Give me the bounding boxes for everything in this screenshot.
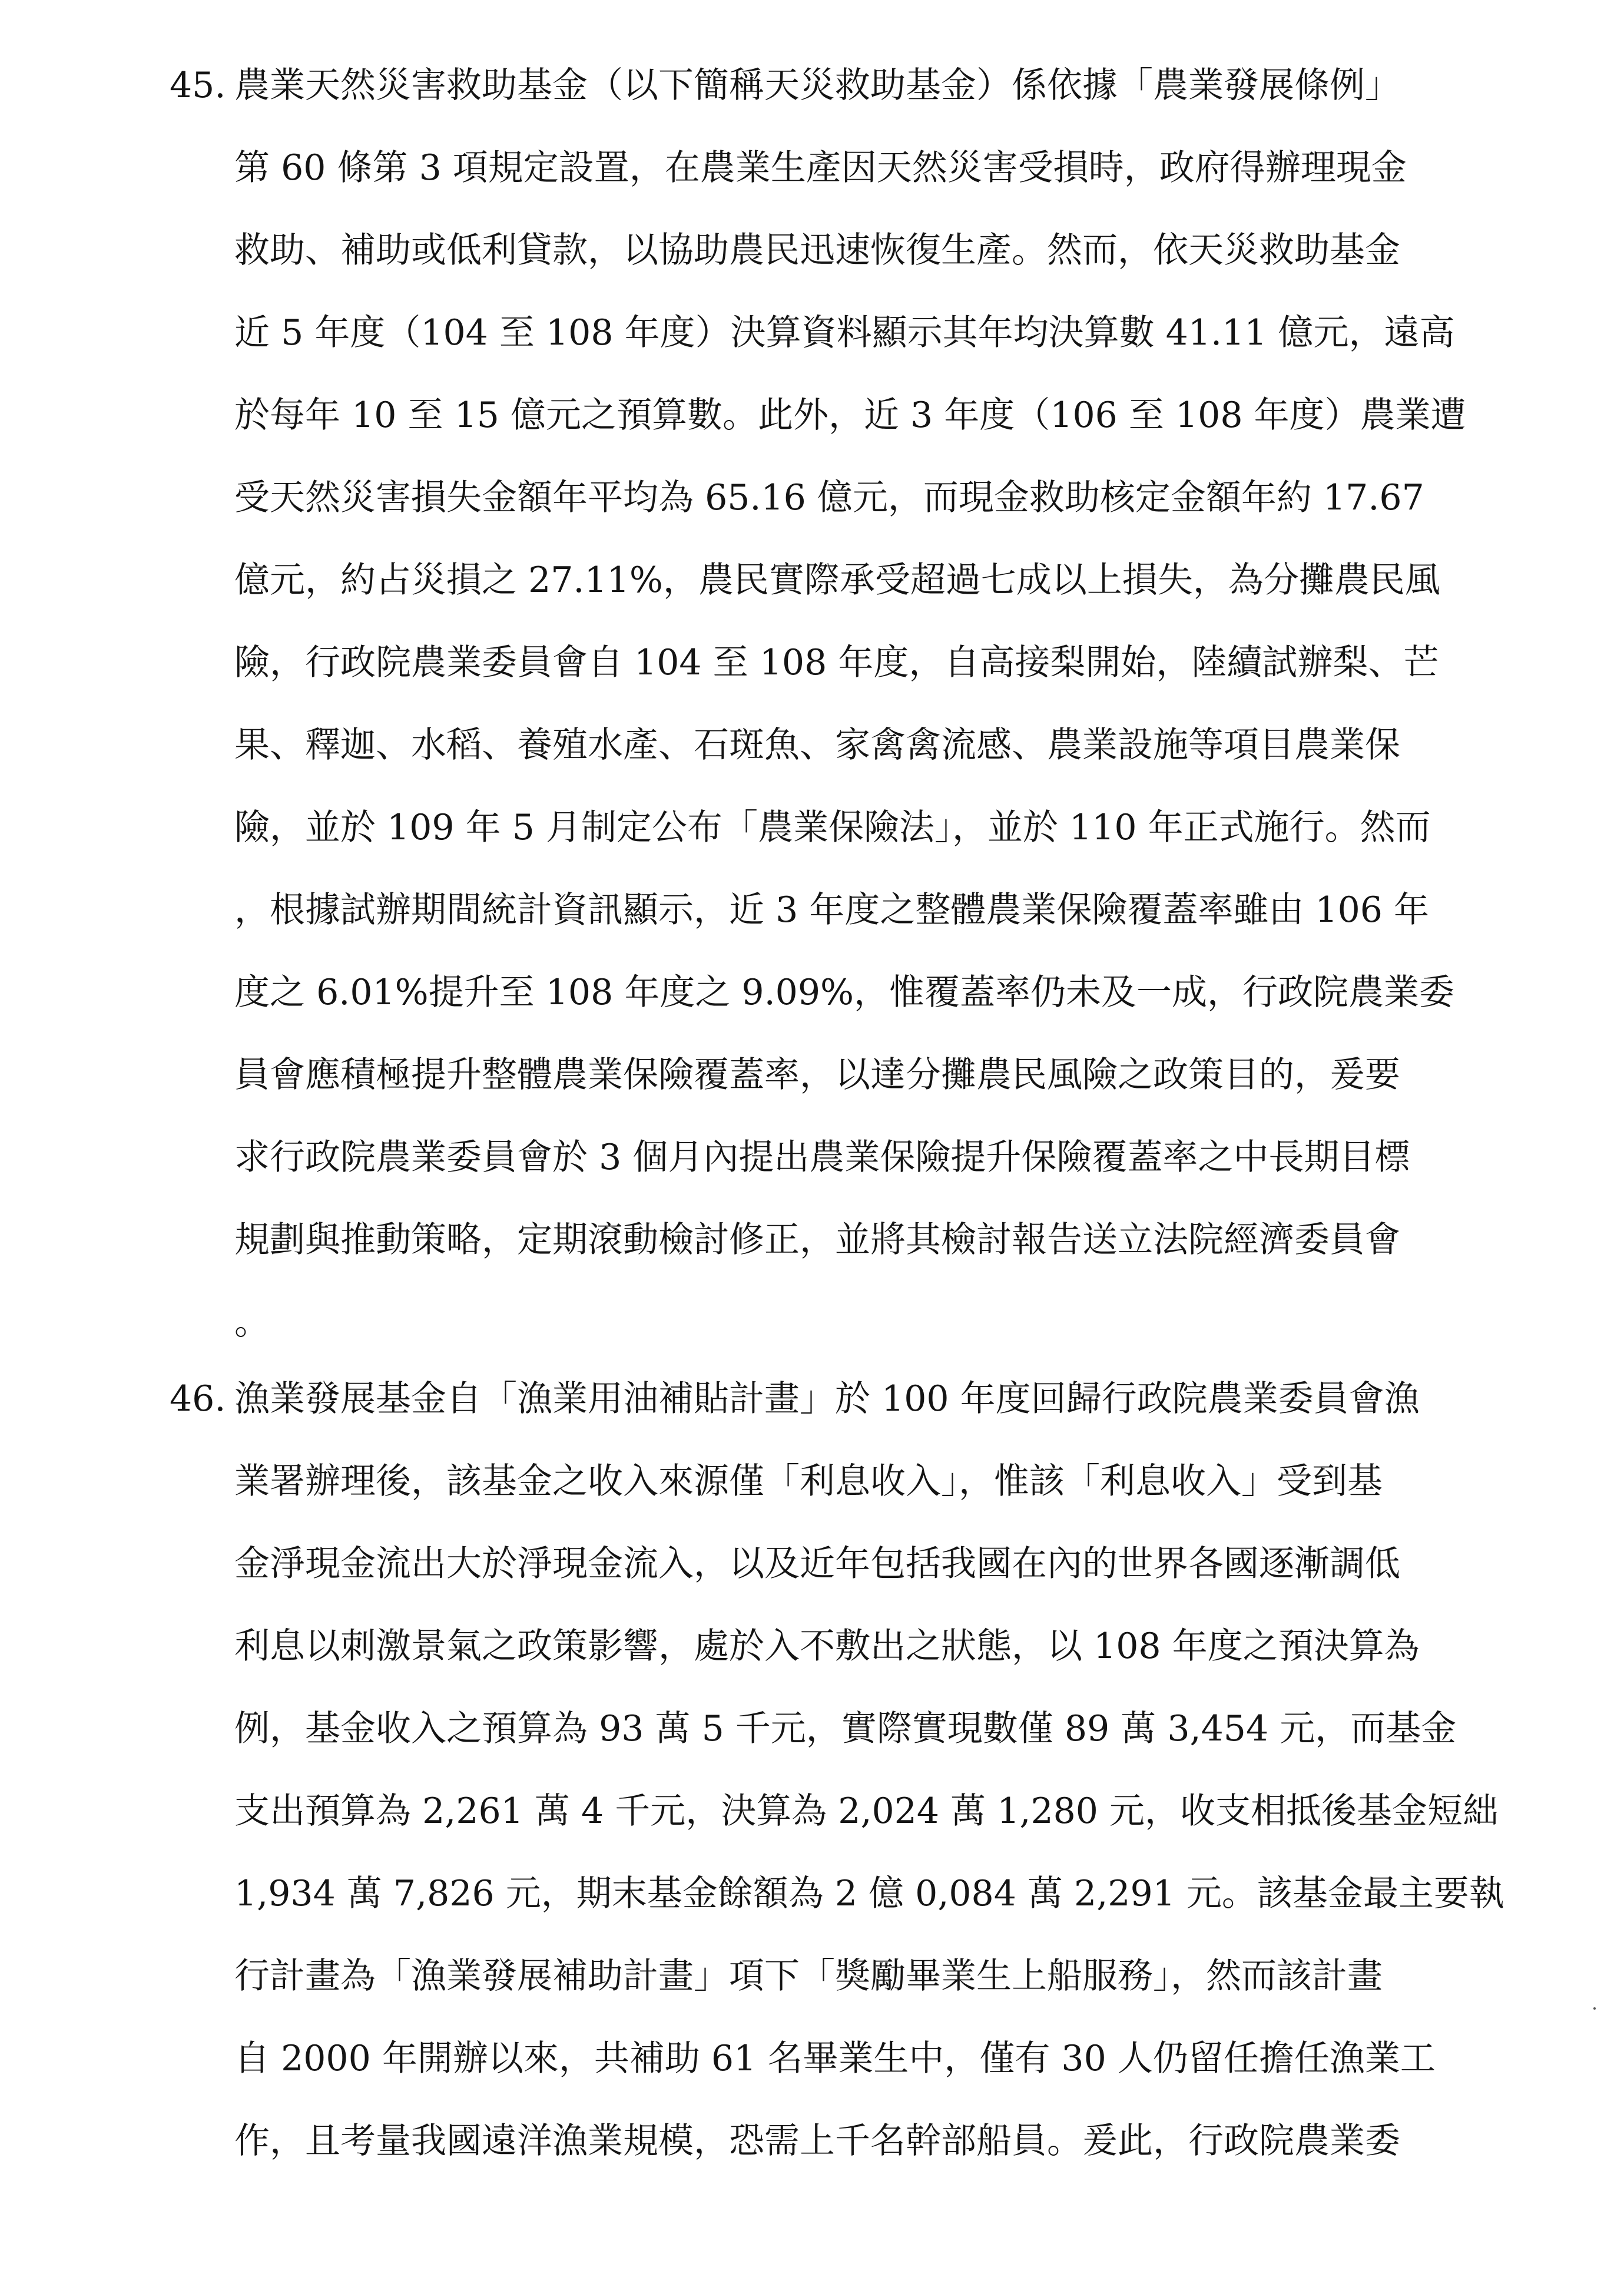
paragraph-line: 險，並於 109 年 5 月制定公布「農業保險法」，並於 110 年正式施行。然而 <box>234 807 1431 848</box>
paragraph-line: 員會應積極提升整體農業保險覆蓋率，以達分攤農民風險之政策目的，爰要 <box>234 1054 1400 1096</box>
paragraph-line: 農業天然災害救助基金（以下簡稱天災救助基金）係依據「農業發展條例」 <box>234 65 1400 106</box>
paragraph-line: 例，基金收入之預算為 93 萬 5 千元，實際實現數僅 89 萬 3,454 元，而基金 <box>234 1708 1457 1749</box>
paragraph-line: 度之 6.01%提升至 108 年度之 9.09%，惟覆蓋率仍未及一成，行政院農業委 <box>234 972 1455 1013</box>
paragraph-line: 於每年 10 至 15 億元之預算數。此外，近 3 年度（106 至 108 年度）農業遭 <box>234 395 1466 436</box>
scan-speck <box>1593 2007 1596 2010</box>
paragraph-line: 業署辦理後，該基金之收入來源僅「利息收入」，惟該「利息收入」受到基 <box>234 1461 1383 1502</box>
paragraph-line: 。 <box>234 1302 270 1343</box>
paragraph-line: 利息以刺激景氣之政策影響，處於入不敷出之狀態，以 108 年度之預決算為 <box>234 1626 1420 1667</box>
paragraph-line: 近 5 年度（104 至 108 年度）決算資料顯示其年均決算數 41.11 億元，遠高 <box>234 312 1455 353</box>
paragraph-line: 救助、補助或低利貸款，以協助農民迅速恢復生產。然而，依天災救助基金 <box>234 230 1400 271</box>
paragraph-line: ，根據試辦期間統計資訊顯示，近 3 年度之整體農業保險覆蓋率雖由 106 年 <box>234 889 1429 931</box>
paragraph-line: 險，行政院農業委員會自 104 至 108 年度，自高接梨開始，陸續試辦梨、芒 <box>234 642 1439 683</box>
paragraph-line: 第 60 條第 3 項規定設置，在農業生產因天然災害受損時，政府得辦理現金 <box>234 147 1407 188</box>
paragraph-line: 求行政院農業委員會於 3 個月內提出農業保險提升保險覆蓋率之中長期目標 <box>234 1137 1410 1178</box>
paragraph-line: 自 2000 年開辦以來，共補助 61 名畢業生中，僅有 30 人仍留任擔任漁業工 <box>234 2038 1436 2079</box>
paragraph-line: 果、釋迦、水稻、養殖水產、石斑魚、家禽禽流感、農業設施等項目農業保 <box>234 724 1400 766</box>
paragraph-line: 支出預算為 2,261 萬 4 千元，決算為 2,024 萬 1,280 元，收支相抵後基金短絀 <box>234 1791 1499 1832</box>
paragraph-line: 金淨現金流出大於淨現金流入，以及近年包括我國在內的世界各國逐漸調低 <box>234 1543 1400 1584</box>
paragraph-line: 行計畫為「漁業發展補助計畫」項下「獎勵畢業生上船服務」，然而該計畫 <box>234 1955 1383 1997</box>
item-number: 46. <box>170 1378 226 1419</box>
paragraph-line: 億元，約占災損之 27.11%，農民實際承受超過七成以上損失，為分攤農民風 <box>234 560 1440 601</box>
paragraph-line: 受天然災害損失金額年平均為 65.16 億元，而現金救助核定金額年約 17.67 <box>234 477 1424 518</box>
paragraph-line: 1,934 萬 7,826 元，期末基金餘額為 2 億 0,084 萬 2,291 元。該基金最主要執 <box>234 1873 1504 1914</box>
paragraph-line: 漁業發展基金自「漁業用油補貼計畫」於 100 年度回歸行政院農業委員會漁 <box>234 1378 1420 1419</box>
item-number: 45. <box>170 65 226 106</box>
paragraph-line: 作，且考量我國遠洋漁業規模，恐需上千名幹部船員。爰此，行政院農業委 <box>234 2120 1400 2162</box>
paragraph-line: 規劃與推動策略，定期滾動檢討修正，並將其檢討報告送立法院經濟委員會 <box>234 1219 1400 1260</box>
